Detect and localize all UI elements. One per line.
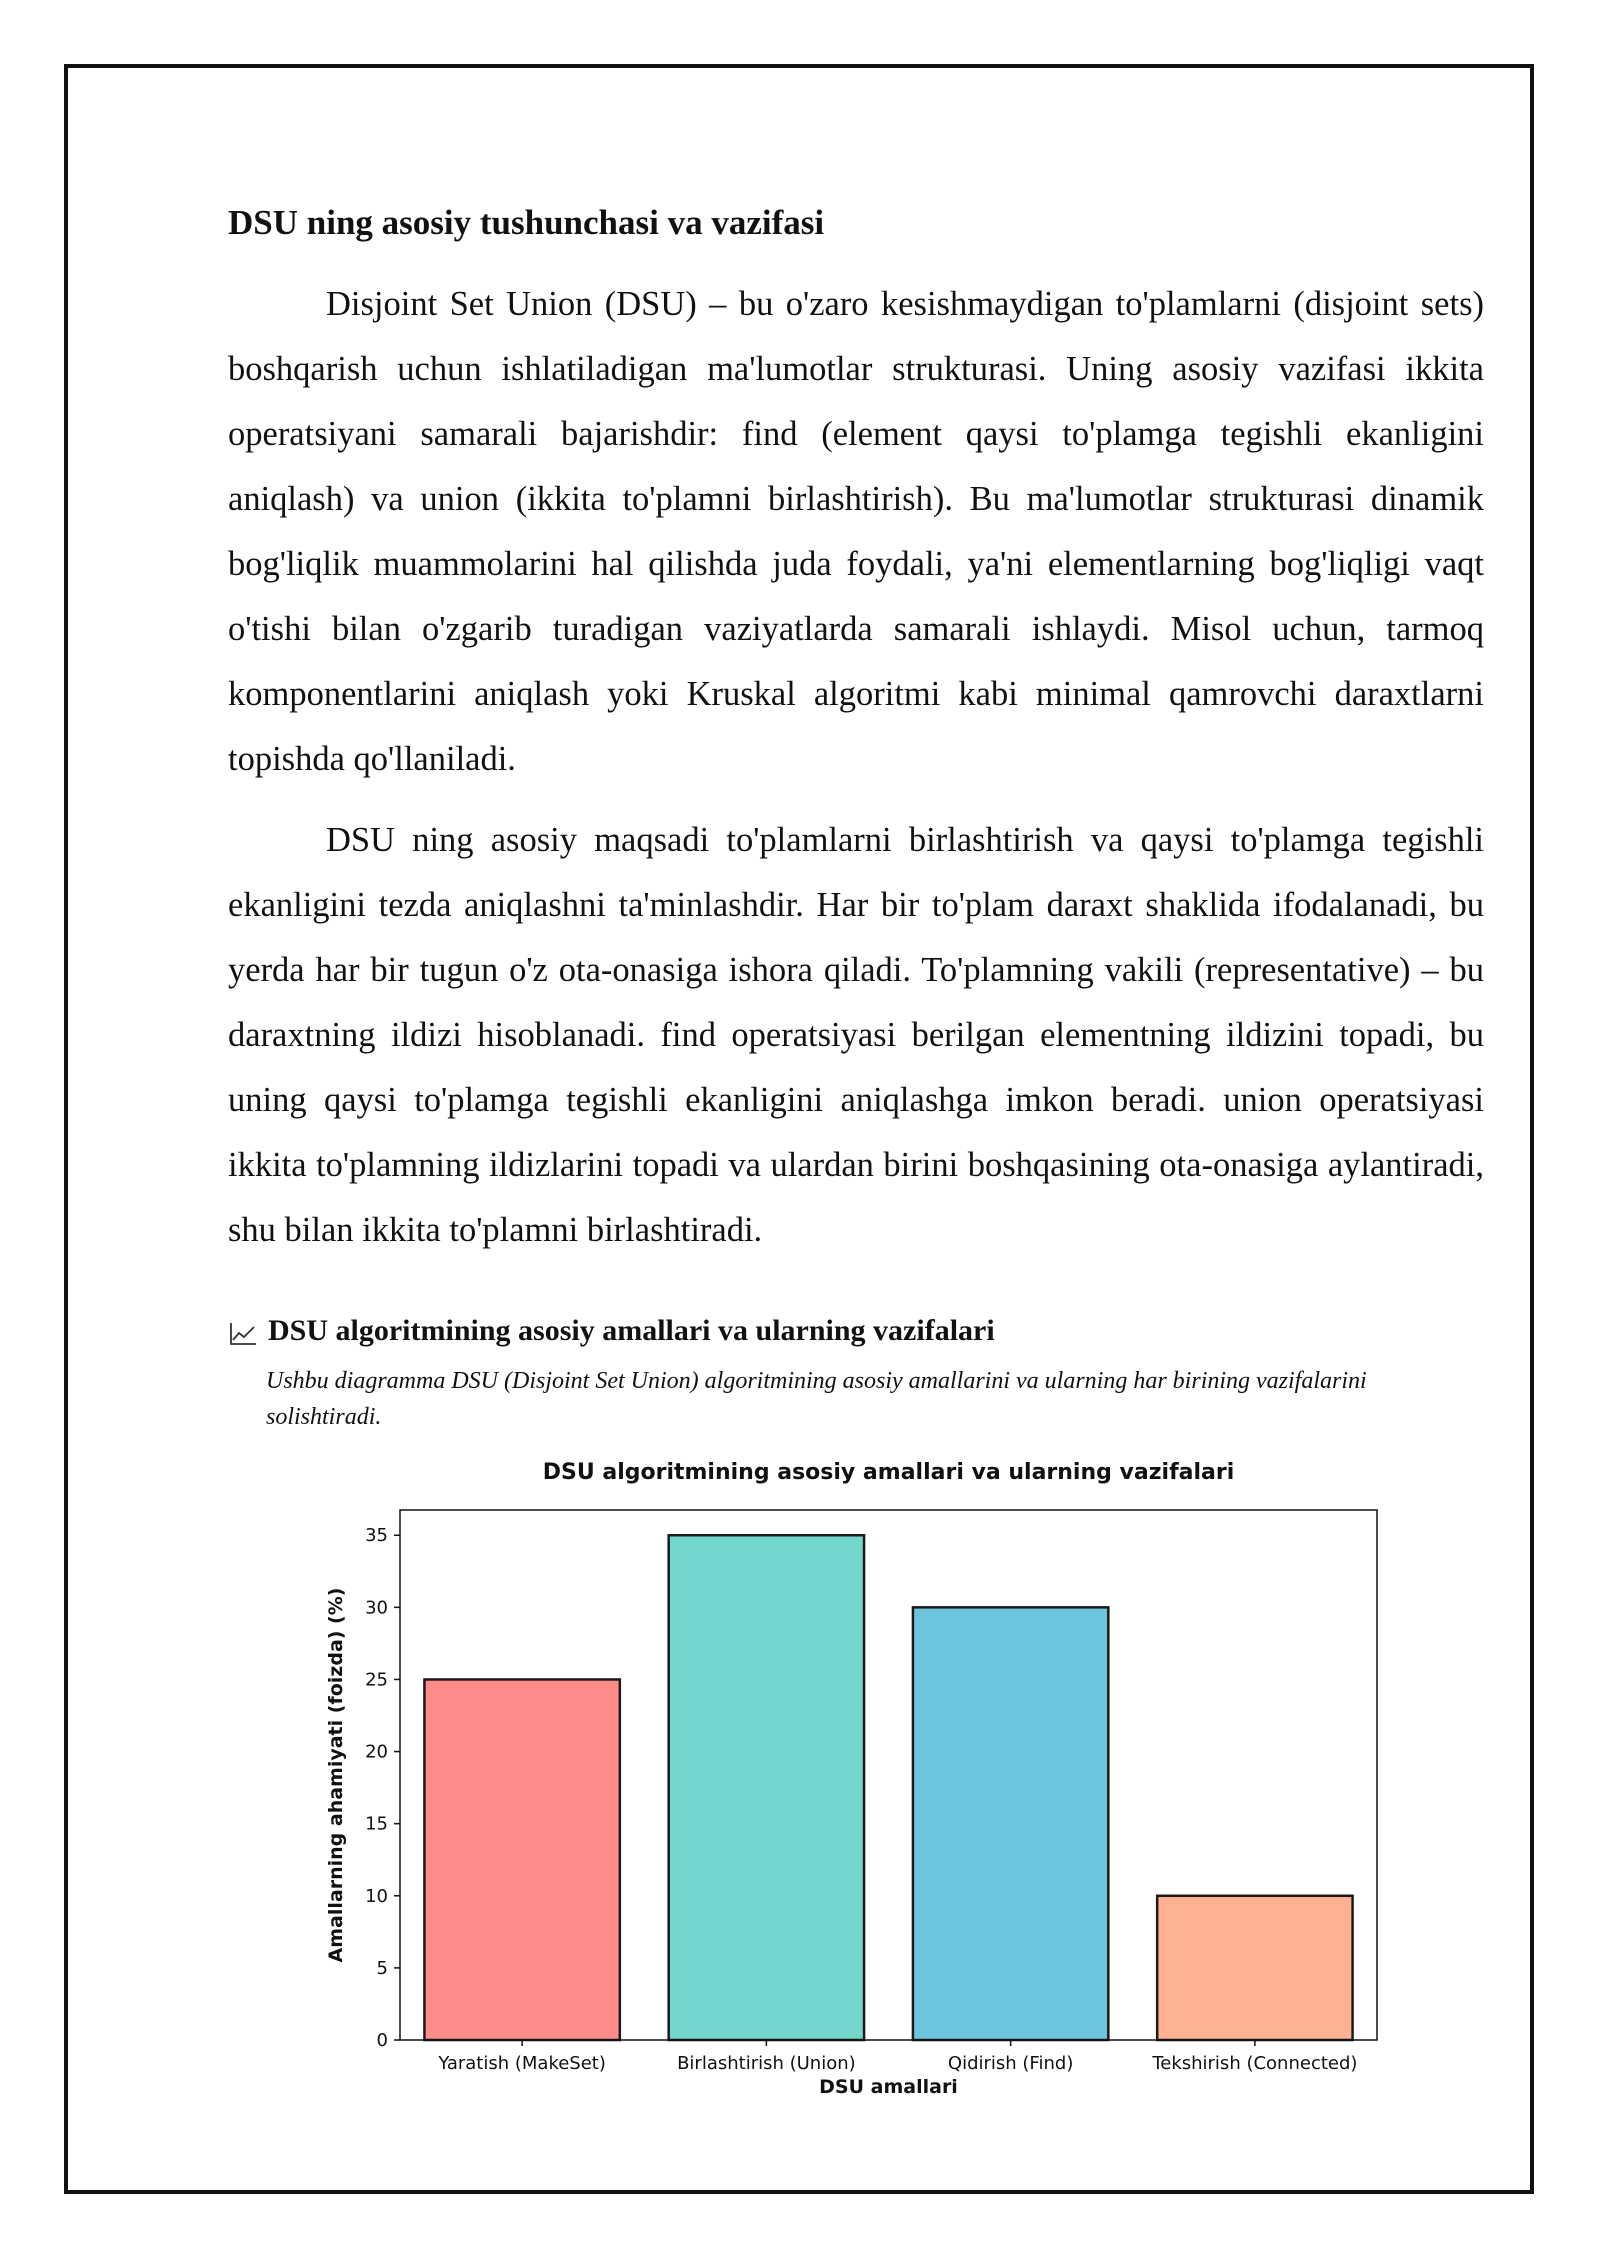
y-tick-label: 35 (365, 1525, 388, 1547)
x-tick-label: Qidirish (Find) (947, 2053, 1074, 2074)
chart-line-icon (228, 1318, 258, 1344)
section-heading: DSU ning asosiy tushunchasi va vazifasi (228, 203, 825, 242)
y-tick-label: 10 (365, 1885, 388, 1907)
y-tick-label: 5 (376, 1957, 388, 1979)
x-axis-label: DSU amallari (819, 2076, 958, 2098)
y-tick-label: 30 (365, 1597, 388, 1619)
chart-heading-text: DSU algoritmining asosiy amallari va ularning vazifalari (268, 1314, 995, 1347)
x-tick-label: Yaratish (MakeSet) (438, 2053, 606, 2074)
y-tick-label: 0 (376, 2030, 388, 2051)
bar-1 (669, 1535, 864, 2040)
y-tick-label: 25 (365, 1669, 388, 1691)
paragraph-1: Disjoint Set Union (DSU) – bu o'zaro kesishmaydigan to'plamlarni (disjoint sets) boshqarish uchun ishlatiladigan ma'lumotlar strukturasi. Uning asosiy vazifasi ikkita operatsiyani samarali bajarishdir: find (element qaysi to'plamga tegishli ekanligini aniqlash) va union (ikkita to'plamni birlashtirish). Bu ma'lumotlar strukturasi dinamik bog'liqlik muammolarini hal qilishda juda foydali, ya'ni elementlarning bog'liqligi vaqt o'tishi bilan o'zgarib turadigan vaziyatlarda samarali ishlaydi. Misol uchun, tarmoq komponentlarini aniqlash yoki Kruskal algoritmi kabi minimal qamrovchi daraxtlarni topishda qo'llaniladi. (228, 285, 1484, 778)
y-tick-label: 20 (365, 1741, 388, 1763)
y-tick-label: 15 (365, 1813, 388, 1835)
paragraph-2: DSU ning asosiy maqsadi to'plamlarni birlashtirish va qaysi to'plamga tegishli ekanligini tezda aniqlashni ta'minlashdir. Har bir to'plam daraxt shaklida ifodalanadi, bu yerda har bir tugun o'z ota-onasiga ishora qiladi. To'plamning vakili (representative) – bu daraxtning ildizi hisoblanadi. find operatsiyasi berilgan elementning ildizini topadi, bu uning qaysi to'plamga tegishli ekanligini aniqlashga imkon beradi. union operatsiyasi ikkita to'plamning ildizlarini topadi va ulardan birini boshqasining ota-onasiga aylantiradi, shu bilan ikkita to'plamni birlashtiradi. (228, 821, 1484, 1249)
bar-3 (1157, 1896, 1352, 2040)
chart-canvas (320, 1450, 1400, 2110)
chart-heading (228, 1311, 1484, 1351)
document-body (228, 196, 1484, 1435)
chart-title: DSU algoritmining asosiy amallari va ularning vazifalari (542, 1460, 1235, 1485)
x-tick-label: Birlashtirish (Union) (677, 2053, 856, 2074)
chart-caption: Ushbu diagramma DSU (Disjoint Set Union) algoritmining asosiy amallarini va ularning har birining vazifalarini solishtiradi. (266, 1368, 1367, 1430)
x-tick-label: Tekshirish (Connected) (1152, 2053, 1358, 2074)
bar-2 (913, 1607, 1108, 2040)
bar-chart (320, 1450, 1400, 2110)
bar-0 (424, 1679, 619, 2040)
y-axis-label: Amallarning ahamiyati (foizda) (%) (325, 1587, 347, 1963)
